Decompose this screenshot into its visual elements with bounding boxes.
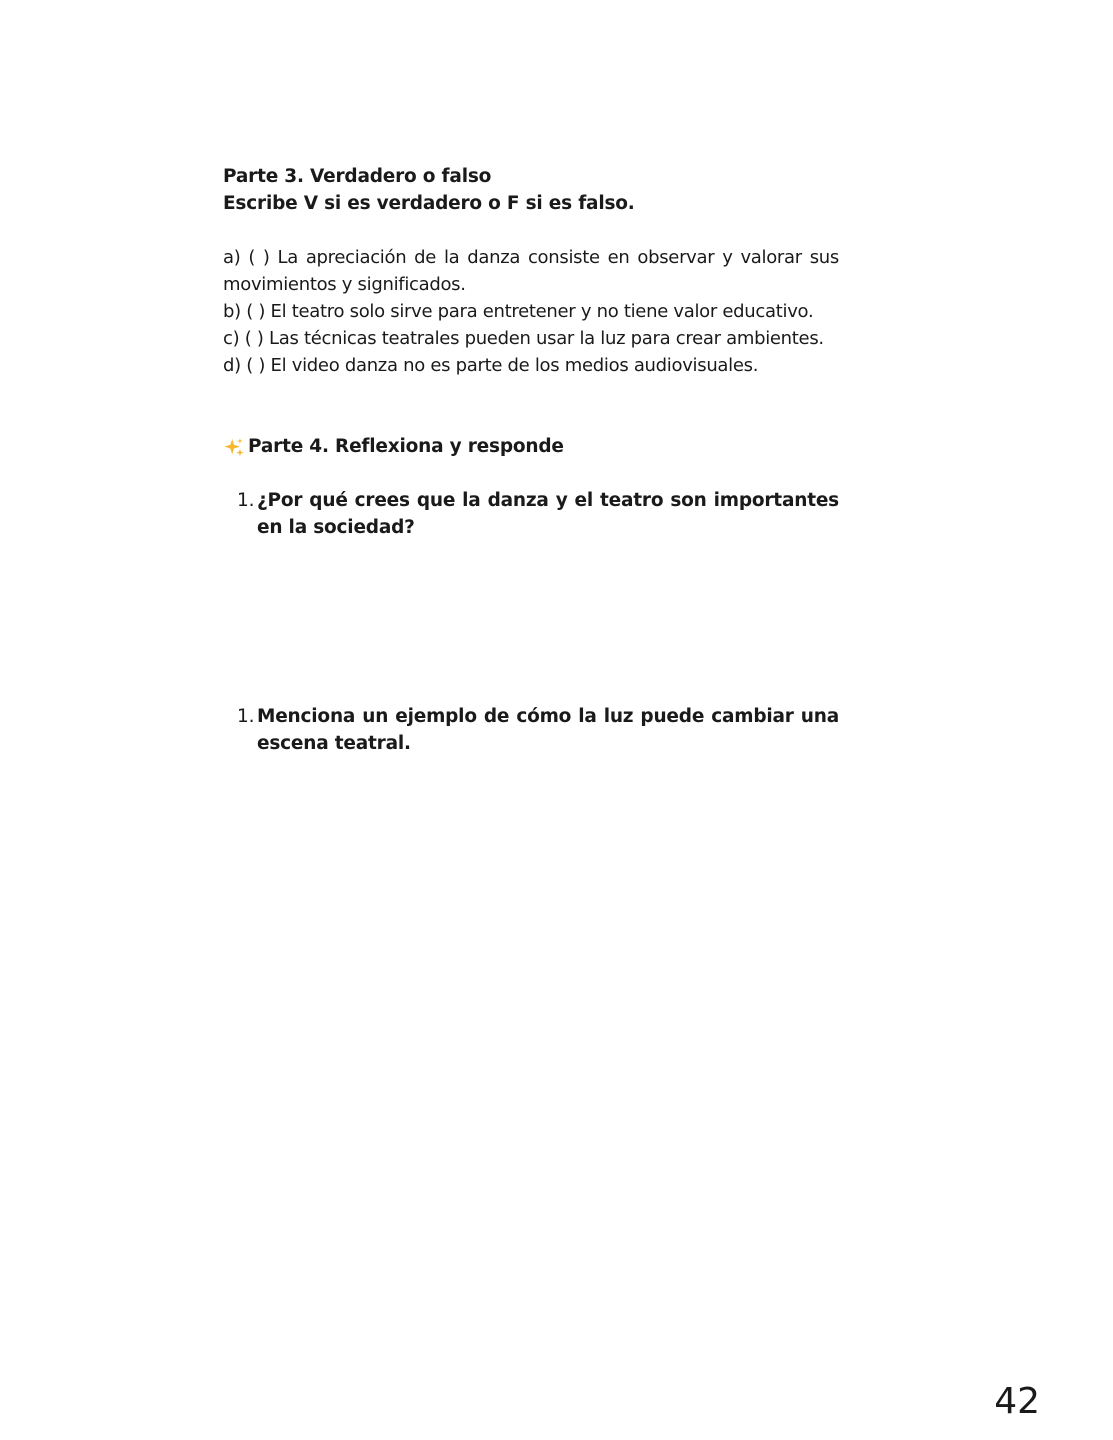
sparkles-icon [223,437,245,459]
true-false-list [223,244,839,379]
worksheet-content [223,163,839,757]
true-false-item-b: b) ( ) El teatro solo sirve para entretener y no tiene valor educativo. [223,301,814,322]
spacer [223,217,839,244]
question-1 [237,487,839,541]
page-number: 42 [994,1381,1040,1422]
true-false-item-c: c) ( ) Las técnicas teatrales pueden usar la luz para crear ambientes. [223,328,824,349]
question-text: ¿Por qué crees que la danza y el teatro son importantes en la sociedad? [257,490,839,538]
spacer [223,460,839,487]
answer-space [223,541,839,703]
part4-title: Parte 4. Reflexiona y responde [248,436,564,457]
true-false-item-d: d) ( ) El video danza no es parte de los medios audiovisuales. [223,355,759,376]
part3-instruction: Escribe V si es verdadero o F si es falso. [223,193,635,214]
question-number: 1. [237,490,255,511]
question-number: 1. [237,706,255,727]
spacer [223,379,839,433]
question-2 [237,703,839,757]
part4-heading [223,433,839,460]
part3-title: Parte 3. Verdadero o falso [223,166,492,187]
question-text: Menciona un ejemplo de cómo la luz puede cambiar una escena teatral. [257,706,839,754]
true-false-item-a: a) ( ) La apreciación de la danza consiste en observar y valorar sus movimientos y significados. [223,247,839,295]
